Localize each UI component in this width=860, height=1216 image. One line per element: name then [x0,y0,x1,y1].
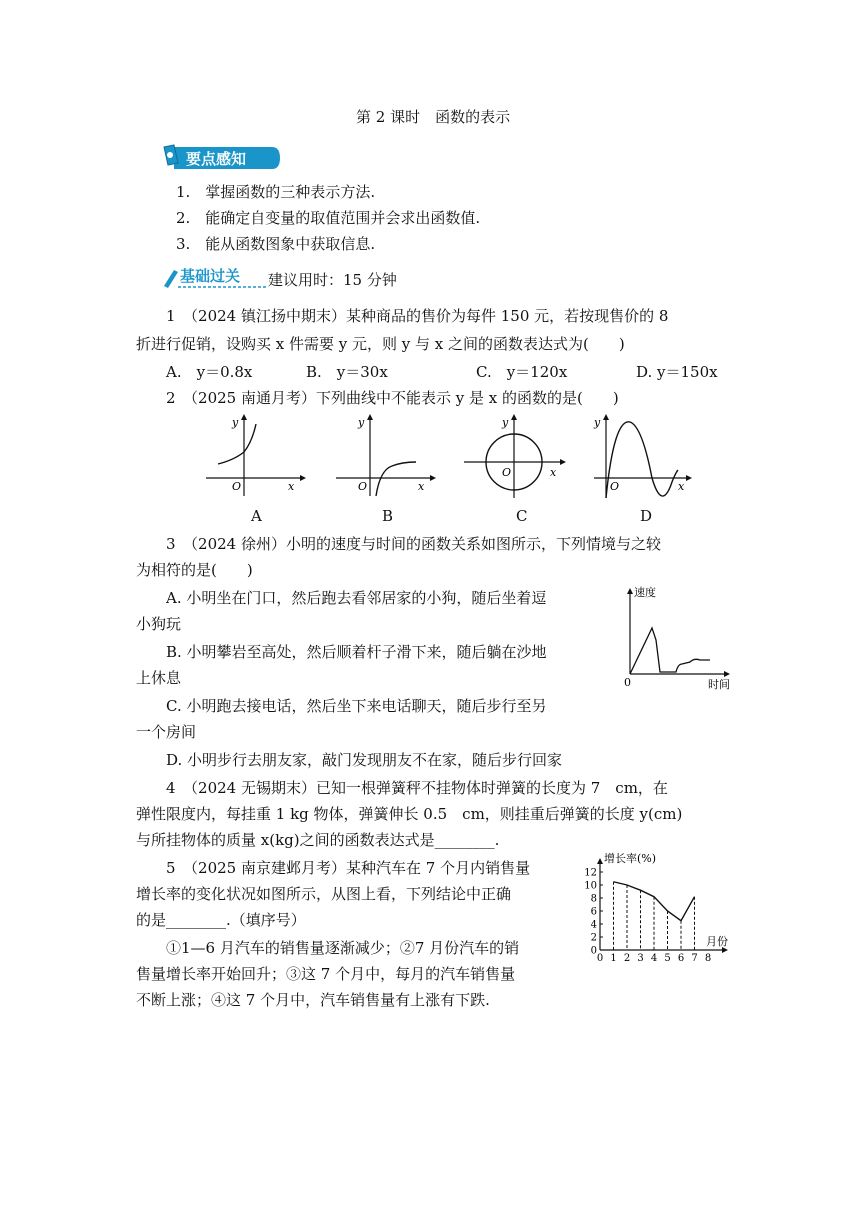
q5-line4: ①1—6 月汽车的销售量逐渐减少；②7 月份汽车的销 [166,939,520,957]
axis-x-label: x [678,480,685,493]
q2-label-a: A [251,507,262,525]
basics-badge-text: 基础过关 [180,267,241,285]
q4-line1: 4 （2024 无锡期末）已知一根弹簧秤不挂物体时弹簧的长度为 7 cm，在 [166,779,668,797]
q4-line2: 弹性限度内，每挂重 1 kg 物体，弹簧伸长 0.5 cm，则挂重后弹簧的长度 y(cm) [136,805,683,823]
axis-y-label: y [594,416,601,429]
y-tick-label: 6 [590,906,597,918]
q2-line1: 2 （2025 南通月考）下列曲线中不能表示 y 是 x 的函数的是( ) [166,389,619,407]
q5-line1: 5 （2025 南京建邺月考）某种汽车在 7 个月内销售量 [166,859,531,877]
series-line [614,882,695,921]
x-tick-label: 4 [650,953,658,964]
q2-graph-a [200,412,310,500]
key-point-2: 2. 能确定自变量的取值范围并会求出函数值. [176,209,481,227]
q5-line5: 售量增长率开始回升；③这 7 个月中，每月的汽车销售量 [136,965,516,983]
q2-label-d: D [640,507,653,525]
q4-line3: 与所挂物体的质量 x(kg)之间的函数表达式是________. [136,831,500,849]
axis-y-label: y [358,416,365,429]
q1-option-a: A. y＝0.8x [166,363,253,381]
x-tick-label: 5 [664,953,671,964]
q3-option-b2: 上休息 [136,669,182,687]
x-axis-label: 月份 [706,935,728,948]
origin-label: O [502,466,512,479]
q5-growth-rate-chart [582,852,742,964]
y-tick-label: 4 [590,919,597,931]
q2-label-b: B [382,507,394,525]
axis-y-label: y [232,416,239,429]
y-tick-label: 12 [584,867,597,879]
q3-option-c1: C. 小明跑去接电话，然后坐下来电话聊天，随后步行至另 [166,697,547,715]
q1-line2: 折进行促销，设购买 x 件需要 y 元，则 y 与 x 之间的函数表达式为( ) [136,335,625,353]
axis-x-label: x [418,480,425,493]
q1-option-c: C. y＝120x [476,363,568,381]
basics-time: 建议用时：15 分钟 [268,271,397,289]
y-tick-label: 10 [584,880,597,892]
q3-speed-time-graph [620,580,742,692]
q3-line1: 3 （2024 徐州）小明的速度与时间的函数关系如图所示，下列情境与之较 [166,535,661,553]
q3-option-d: D. 小明步行去朋友家，敲门发现朋友不在家，随后步行回家 [166,751,563,769]
q1-option-d: D. y＝150x [636,363,718,381]
key-point-3: 3. 能从函数图象中获取信息. [176,235,376,253]
q1-line1: 1 （2024 镇江扬中期末）某种商品的售价为每件 150 元，若按现售价的 8 [166,307,669,325]
key-points-badge [160,143,282,177]
q3-line2: 为相符的是( ) [136,561,253,579]
x-tick-label: 2 [623,953,631,964]
x-tick-label: 0 [596,953,604,964]
q2-graph-b [330,412,440,500]
graph-x-label: 时间 [708,678,730,691]
q3-option-c2: 一个房间 [136,723,197,741]
q3-option-a2: 小狗玩 [136,615,182,633]
q3-option-b1: B. 小明攀岩至高处，然后顺着杆子滑下来，随后躺在沙地 [166,643,547,661]
origin-label: O [232,480,242,493]
q3-option-a1: A. 小明坐在门口，然后跑去看邻居家的小狗，随后坐着逗 [166,589,547,607]
q2-label-c: C [516,507,528,525]
key-point-1: 1. 掌握函数的三种表示方法. [176,183,376,201]
axis-y-label: y [502,416,509,429]
page-title: 第 2 课时 函数的表示 [356,108,511,126]
y-tick-label: 8 [590,893,597,905]
y-tick-label: 0 [590,945,597,957]
basics-badge [160,264,270,294]
y-tick-label: 2 [590,932,597,944]
q5-line6: 不断上涨；④这 7 个月中，汽车销售量有上涨有下跌. [136,991,490,1009]
origin-label: O [610,480,620,493]
x-tick-label: 8 [704,953,712,964]
graph-origin: 0 [624,676,631,689]
q5-line2: 增长率的变化状况如图所示，从图上看，下列结论中正确 [136,885,512,903]
graph-y-label: 速度 [634,586,656,599]
q5-line3: 的是________.（填序号） [136,911,306,929]
axis-x-label: x [288,480,295,493]
q1-option-b: B. y＝30x [306,363,388,381]
x-tick-label: 3 [637,953,644,964]
x-tick-label: 1 [610,953,617,964]
q2-graph-d [590,412,700,500]
origin-label: O [358,480,368,493]
x-tick-label: 7 [691,953,698,964]
y-axis-arrow [597,858,603,864]
key-points-badge-text: 要点感知 [186,150,247,168]
axis-x-label: x [550,466,557,479]
y-axis-label: 增长率(%) [604,852,657,865]
q2-graph-c [460,412,570,500]
x-tick-label: 6 [677,953,685,964]
